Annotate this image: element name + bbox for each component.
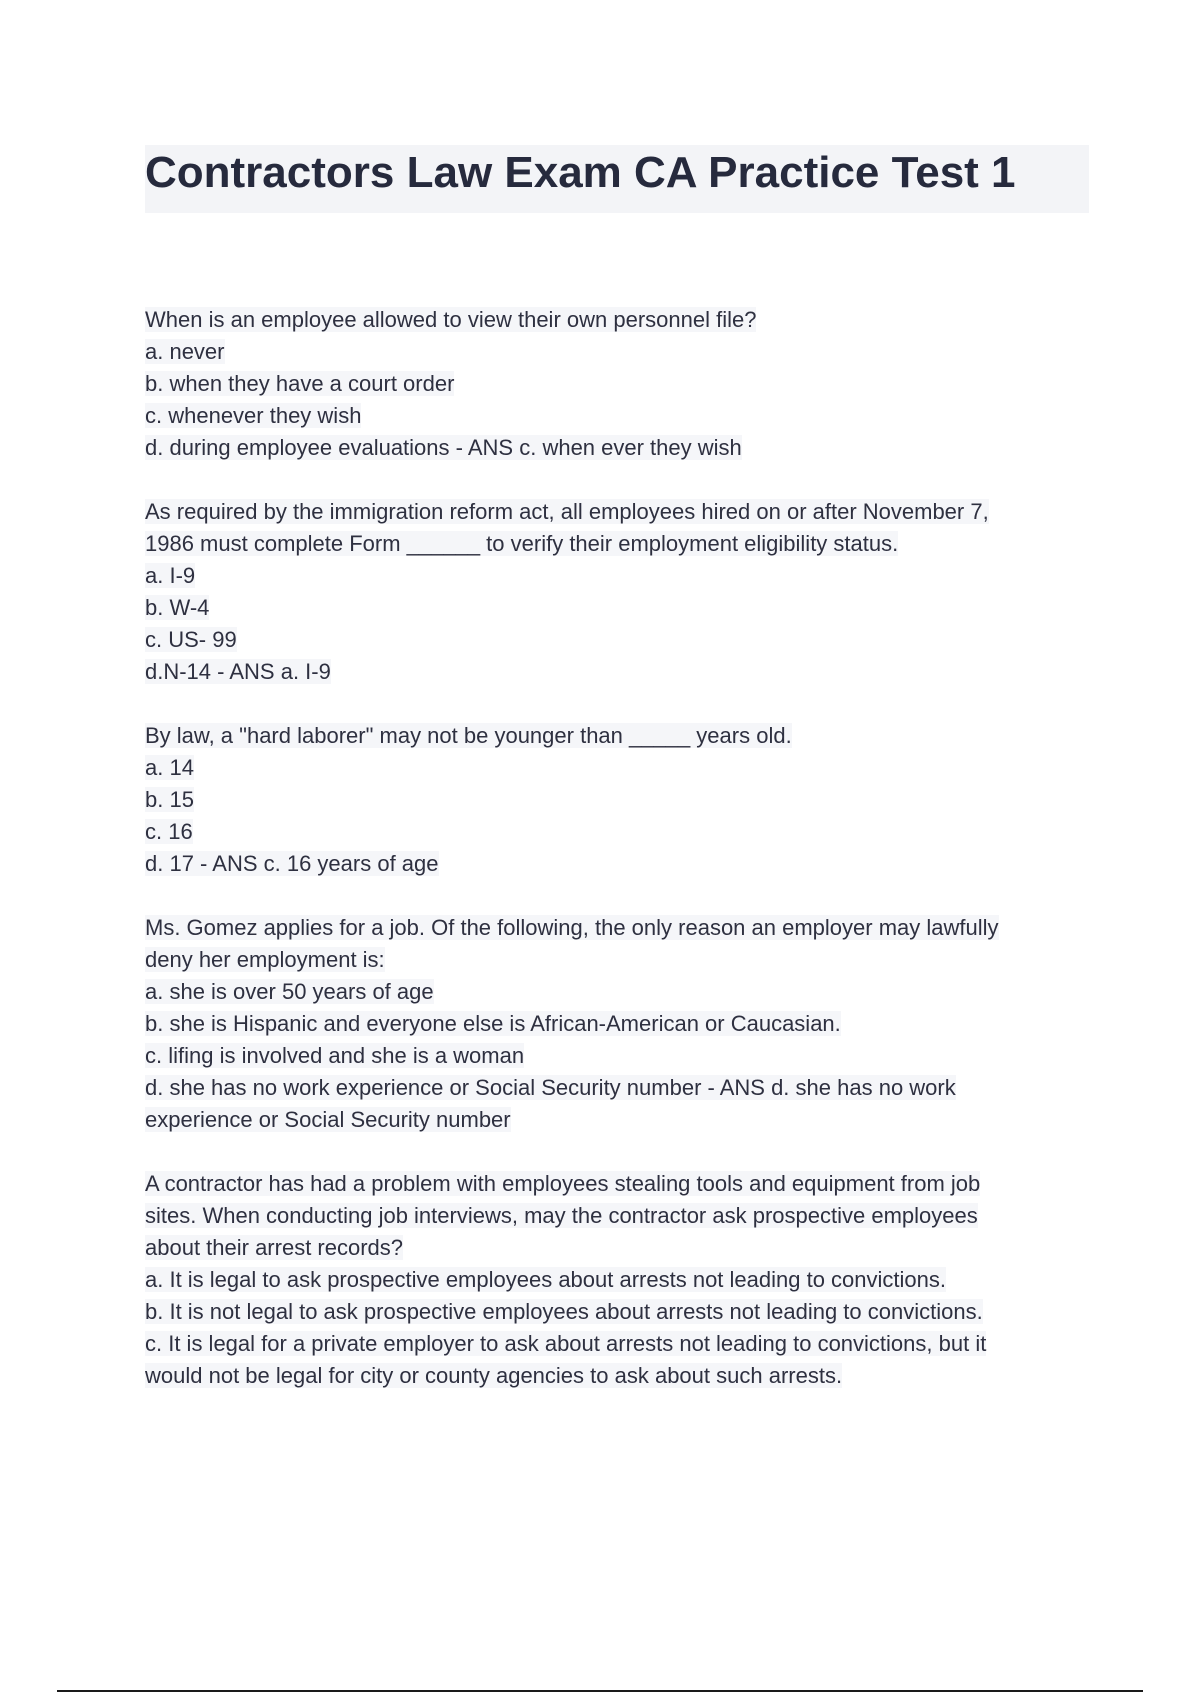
question-block xyxy=(145,304,1090,464)
question-block xyxy=(145,720,1090,880)
answer-option: b. It is not legal to ask prospective employees about arrests not leading to convictions. xyxy=(145,1299,983,1324)
answer-option: a. never xyxy=(145,339,225,364)
answer-option: b. when they have a court order xyxy=(145,371,455,396)
page-bottom-rule xyxy=(57,1690,1143,1692)
answer-option: a. I-9 xyxy=(145,563,196,588)
answer-option: b. she is Hispanic and everyone else is African-American or Caucasian. xyxy=(145,1011,841,1036)
question-list xyxy=(145,304,1090,1424)
question-text: about their arrest records? xyxy=(145,1235,404,1260)
answer-key-continued: experience or Social Security number xyxy=(145,1107,511,1132)
question-text: Ms. Gomez applies for a job. Of the following, the only reason an employer may lawfully xyxy=(145,915,999,940)
answer-option-with-key: d. she has no work experience or Social Security number - ANS d. she has no work xyxy=(145,1075,956,1100)
question-text: 1986 must complete Form ______ to verify their employment eligibility status. xyxy=(145,531,899,556)
answer-option: b. 15 xyxy=(145,787,194,812)
question-text: sites. When conducting job interviews, may the contractor ask prospective employees xyxy=(145,1203,978,1228)
answer-option-with-key: d. during employee evaluations - ANS c. when ever they wish xyxy=(145,435,742,460)
answer-option: a. 14 xyxy=(145,755,194,780)
question-text: A contractor has had a problem with employees stealing tools and equipment from job xyxy=(145,1171,981,1196)
answer-option: a. she is over 50 years of age xyxy=(145,979,434,1004)
answer-option: c. 16 xyxy=(145,819,193,844)
question-text: By law, a "hard laborer" may not be younger than _____ years old. xyxy=(145,723,792,748)
answer-option: c. whenever they wish xyxy=(145,403,362,428)
answer-option: a. It is legal to ask prospective employees about arrests not leading to convictions. xyxy=(145,1267,946,1292)
question-block xyxy=(145,1168,1090,1392)
question-text: deny her employment is: xyxy=(145,947,385,972)
question-block xyxy=(145,912,1090,1136)
answer-option-continued: would not be legal for city or county agencies to ask about such arrests. xyxy=(145,1363,843,1388)
answer-option-with-key: d.N-14 - ANS a. I-9 xyxy=(145,659,331,684)
answer-option: c. US- 99 xyxy=(145,627,237,652)
answer-option: c. lifing is involved and she is a woman xyxy=(145,1043,525,1068)
question-text: When is an employee allowed to view their own personnel file? xyxy=(145,307,757,332)
answer-option: c. It is legal for a private employer to ask about arrests not leading to convictions, but it xyxy=(145,1331,987,1356)
document-title: Contractors Law Exam CA Practice Test 1 xyxy=(145,148,1016,197)
answer-option: b. W-4 xyxy=(145,595,210,620)
question-block xyxy=(145,496,1090,688)
question-text: As required by the immigration reform act, all employees hired on or after November 7, xyxy=(145,499,989,524)
answer-option-with-key: d. 17 - ANS c. 16 years of age xyxy=(145,851,439,876)
